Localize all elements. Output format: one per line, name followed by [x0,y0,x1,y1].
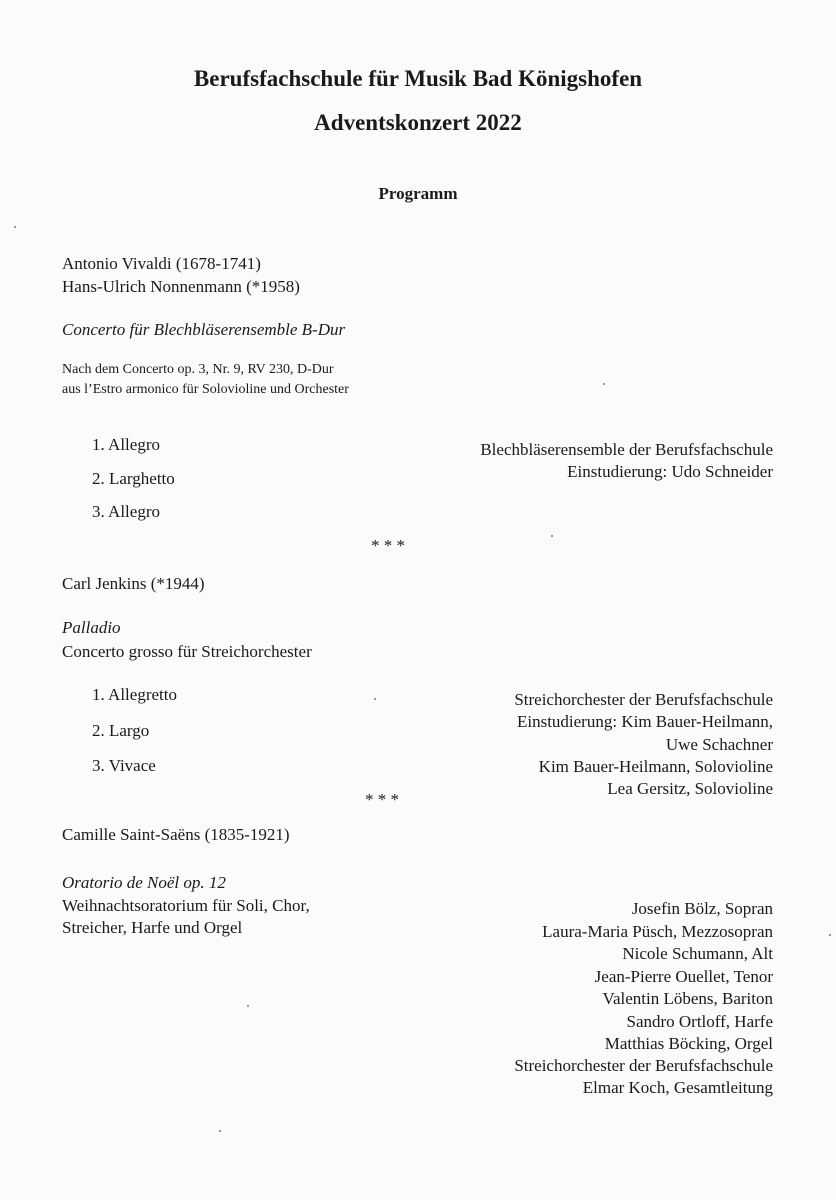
piece3-performer: Nicole Schumann, Alt [622,944,773,963]
piece2-subtitle: Concerto grosso für Streichorchester [62,642,312,661]
piece2-movement: 3. Vivace [92,756,156,775]
piece2-title: Palladio [62,618,121,637]
section-separator: * * * [365,790,399,809]
piece1-movement: 2. Larghetto [92,469,175,488]
piece3-performer: Josefin Bölz, Sopran [631,899,773,918]
scan-speck [829,934,831,936]
piece2-performer: Uwe Schachner [665,735,773,754]
scan-speck [374,698,376,700]
composer-jenkins: Carl Jenkins (*1944) [62,574,205,593]
section-separator: * * * [371,536,405,555]
piece3-performer: Matthias Böcking, Orgel [604,1034,773,1053]
school-title: Berufsfachschule für Musik Bad Königshofen [193,66,643,91]
composer-saint-saens: Camille Saint-Saëns (1835-1921) [62,825,290,844]
piece1-movement: 3. Allegro [92,502,160,521]
piece3-subtitle-line2: Streicher, Harfe und Orgel [62,918,243,937]
piece2-performer: Einstudierung: Kim Bauer-Heilmann, [516,712,773,731]
piece2-performer: Streichorchester der Berufsfachschule [514,690,773,709]
piece1-note-line1: Nach dem Concerto op. 3, Nr. 9, RV 230, D-Dur [62,362,334,377]
scan-speck [219,1130,221,1132]
composer-nonnenmann: Hans-Ulrich Nonnenmann (*1958) [62,277,300,296]
piece3-subtitle-line1: Weihnachtsoratorium für Soli, Chor, [62,896,310,915]
piece2-performer: Lea Gersitz, Solovioline [607,779,773,798]
piece3-performer: Laura-Maria Püsch, Mezzosopran [542,922,773,941]
piece3-performer: Elmar Koch, Gesamtleitung [582,1078,773,1097]
piece3-performer: Jean-Pierre Ouellet, Tenor [594,967,773,986]
piece2-movement: 1. Allegretto [92,685,177,704]
scan-speck [551,535,553,537]
piece3-title: Oratorio de Noël op. 12 [62,873,226,892]
scan-speck [14,226,16,228]
piece1-note-line2: aus l’Estro armonico für Solovioline und Orchester [62,382,349,397]
composer-vivaldi: Antonio Vivaldi (1678-1741) [62,254,261,273]
programm-heading: Programm [378,184,458,203]
piece1-title: Concerto für Blechbläserensemble B-Dur [62,320,346,339]
piece3-performer: Valentin Löbens, Bariton [602,989,773,1008]
piece1-performer: Blechbläserensemble der Berufsfachschule [480,440,773,459]
scan-speck [603,383,605,385]
piece3-performer: Sandro Ortloff, Harfe [626,1012,773,1031]
piece2-performer: Kim Bauer-Heilmann, Solovioline [538,757,773,776]
piece3-performer: Streichorchester der Berufsfachschule [514,1056,773,1075]
piece1-movement: 1. Allegro [92,435,160,454]
piece1-performer: Einstudierung: Udo Schneider [567,462,773,481]
piece2-movement: 2. Largo [92,721,150,740]
scan-speck [247,1005,249,1007]
event-title: Adventskonzert 2022 [314,110,522,135]
